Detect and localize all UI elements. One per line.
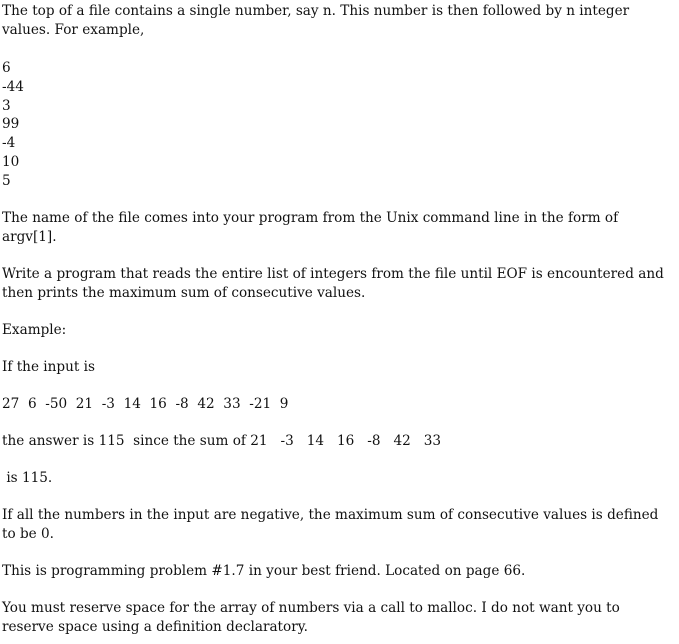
negative-paragraph: If all the numbers in the input are negative, the maximum sum of consecutive values is defined to be 0. [2,506,659,542]
number-item: 3 [2,97,11,114]
number-item: 6 [2,60,11,76]
input-label: If the input is [2,358,95,375]
example-label: Example: [2,321,67,338]
answer-line: the answer is 115 since the sum of 21 -3 14 16 -8 42 33 [2,432,442,449]
number-item: 10 [2,153,20,170]
result-line: is 115. [2,469,53,486]
malloc-paragraph: You must reserve space for the array of numbers via a call to malloc. I do not want you to reserve space using a definition declaratory. [2,599,620,635]
argv-paragraph: The name of the file comes into your program from the Unix command line in the form of argv[1]. [2,209,619,245]
task-paragraph: Write a program that reads the entire list of integers from the file until EOF is encountered and then prints the maximum sum of consecutive values. [2,265,664,301]
intro-paragraph: The top of a file contains a single number, say n. This number is then followed by n integer values. For example, [2,3,630,38]
number-item: -4 [2,135,16,152]
number-item: -44 [2,78,24,95]
number-item: 5 [2,172,11,189]
problem-paragraph: This is programming problem #1.7 in your best friend. Located on page 66. [2,562,526,579]
input-sequence: 27 6 -50 21 -3 14 16 -8 42 33 -21 9 [2,395,289,412]
document-body [2,2,674,637]
number-list [2,59,674,191]
number-item: 99 [2,116,20,133]
